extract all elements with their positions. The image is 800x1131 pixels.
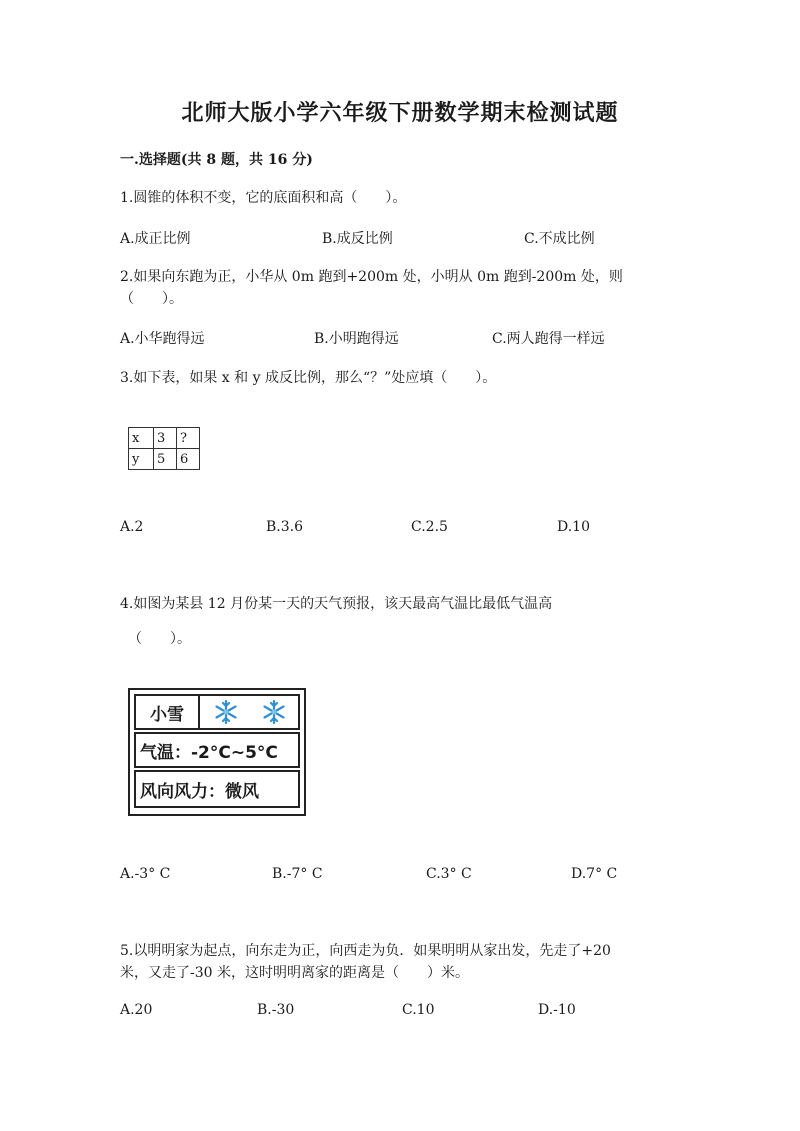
q1-option-a: A.成正比例 (120, 231, 191, 247)
q2-option-c: C.两人跑得一样远 (492, 331, 605, 347)
q3-option-b: B.3.6 (266, 519, 304, 535)
q4-option-c: C.3° C (426, 866, 472, 882)
question-4-line-1: 4.如图为某县 12 月份某一天的天气预报，该天最高气温比最低气温高 (120, 596, 553, 612)
table-row (129, 449, 200, 470)
q1-option-c: C.不成比例 (524, 231, 595, 247)
table-cell: x (129, 428, 154, 449)
question-2-line-1: 2.如果向东跑为正，小华从 0m 跑到+200m 处，小明从 0m 跑到-200m 处，则 (120, 269, 623, 285)
snowflake-icon (212, 698, 240, 726)
section-heading: 一.选择题(共 8 题，共 16 分) (120, 152, 313, 168)
question-5-line-2: 米，又走了-30 米，这时明明离家的距离是（ ）米。 (120, 965, 469, 981)
snowflake-icon (260, 698, 288, 726)
q3-option-d: D.10 (557, 519, 590, 535)
q1-option-b: B.成反比例 (322, 231, 393, 247)
question-1-text: 1.圆锥的体积不变，它的底面积和高（ ）。 (120, 190, 407, 206)
weather-wind-row (134, 770, 300, 808)
table-cell: 5 (154, 449, 177, 470)
weather-condition: 小雪 (136, 696, 200, 728)
weather-temperature-row (134, 732, 300, 768)
question-5-line-1: 5.以明明家为起点，向东走为正，向西走为负．如果明明从家出发，先走了+20 (120, 943, 611, 959)
q5-option-d: D.-10 (538, 1002, 576, 1018)
table-cell: y (129, 449, 154, 470)
q4-option-b: B.-7° C (272, 866, 323, 882)
xy-table (128, 427, 200, 470)
q5-option-c: C.10 (402, 1002, 435, 1018)
table-cell: ? (177, 428, 200, 449)
q3-option-a: A.2 (120, 519, 144, 535)
page-title: 北师大版小学六年级下册数学期末检测试题 (181, 100, 619, 126)
q4-option-d: D.7° C (571, 866, 618, 882)
weather-temperature: 气温：-2°C~5°C (140, 742, 278, 763)
table-row (129, 428, 200, 449)
weather-icons (202, 696, 298, 728)
q2-option-b: B.小明跑得远 (314, 331, 399, 347)
table-cell: 6 (177, 449, 200, 470)
q4-option-a: A.-3° C (120, 866, 171, 882)
question-2-line-2: （ ）。 (120, 291, 183, 307)
q2-option-a: A.小华跑得远 (120, 331, 205, 347)
q5-option-b: B.-30 (257, 1002, 295, 1018)
weather-forecast-card (128, 688, 306, 816)
weather-condition-row (134, 694, 300, 730)
question-4-line-2: （ ）。 (128, 631, 191, 647)
question-3-text: 3.如下表，如果 x 和 y 成反比例，那么“？”处应填（ ）。 (120, 370, 497, 386)
table-cell: 3 (154, 428, 177, 449)
q3-option-c: C.2.5 (411, 519, 448, 535)
q5-option-a: A.20 (120, 1002, 153, 1018)
weather-wind: 风向风力：微风 (140, 781, 259, 802)
